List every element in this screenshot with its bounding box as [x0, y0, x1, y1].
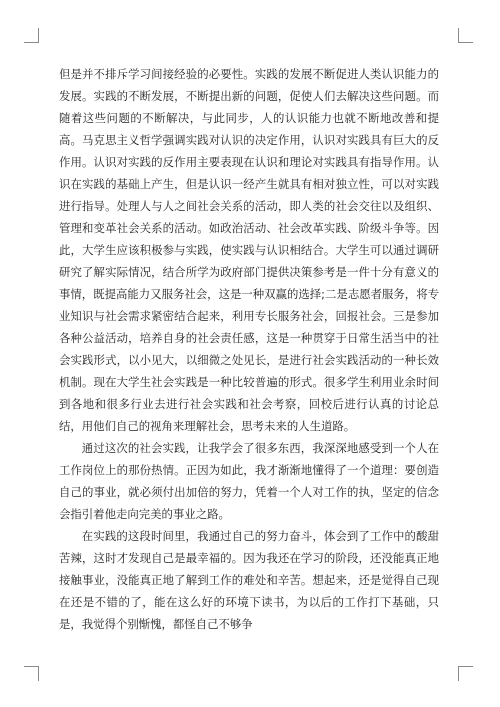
- paragraph-2: 通过这次的社会实践，让我学会了很多东西，我深深地感受到一个人在工作岗位上的那份热情。正因为如此，我才渐渐地懂得了一个道理：要创造自己的事业，就必须付出加倍的努力，凭着一个人对工作的执，坚定的信念会指引着他走向完美的事业之路。: [59, 441, 439, 521]
- paragraph-3: 在实践的这段时间里，我通过自己的努力奋斗，体会到了工作中的酸甜苦辣，这时才发现自己是最幸福的。因为我还在学习的阶段，还没能真正地接触事业，没能真正地了解到工作的难处和辛苦。想起来，还是觉得自己现在还是不错的了，能在这么好的环境下读书，为以后的工作打下基础，只是，我觉得个别惭愧，都怪自己不够争: [59, 529, 439, 631]
- crop-mark-top-left: [24, 28, 39, 43]
- crop-mark-top-right: [458, 28, 473, 43]
- paragraph-1: 但是并不排斥学习间接经验的必要性。实践的发展不断促进人类认识能力的发展。实践的不断发展，不断提出新的问题，促使人们去解决这些问题。而随着这些问题的不断解决，与此同步，人的认识能力也就不断地改善和提高。马克思主义哲学强调实践对认识的决定作用，认识对实践具有巨大的反作用。认识对实践的反作用主要表现在认识和理论对实践具有指导作用。认识在实践的基础上产生，但是认识一经产生就具有相对独立性，可以对实践进行指导。处理人与人之间社会关系的活动，即人类的社会交往以及组织、管理和变革社会关系的活动。如政治活动、社会改革实践、阶级斗争等。因此，大学生应该积极参与实践，使实践与认识相结合。大学生可以通过调研研究了解实际情况，结合所学为政府部门提供决策参考是一件十分有意义的事情，既提高能力又服务社会，这是一种双赢的选择;二是志愿者服务，将专业知识与社会需求紧密结合起来，利用专长服务社会，回报社会。三是参加各种公益活动，培养自身的社会责任感，这是一种贯穿于日常生活当中的社会实践形式，以小见大，以细微之处见长，是进行社会实践活动的一种长效机制。现在大学生社会实践是一种比较普遍的形式。很多学生利用业余时间到各地和很多行业去进行社会实践和社会考察，回校后进行认真的讨论总结，用他们自己的视角来理解社会，思考未来的人生道路。: [59, 67, 439, 433]
- crop-mark-bottom-right: [458, 666, 473, 681]
- document-body: [59, 63, 439, 635]
- crop-mark-bottom-left: [24, 666, 39, 681]
